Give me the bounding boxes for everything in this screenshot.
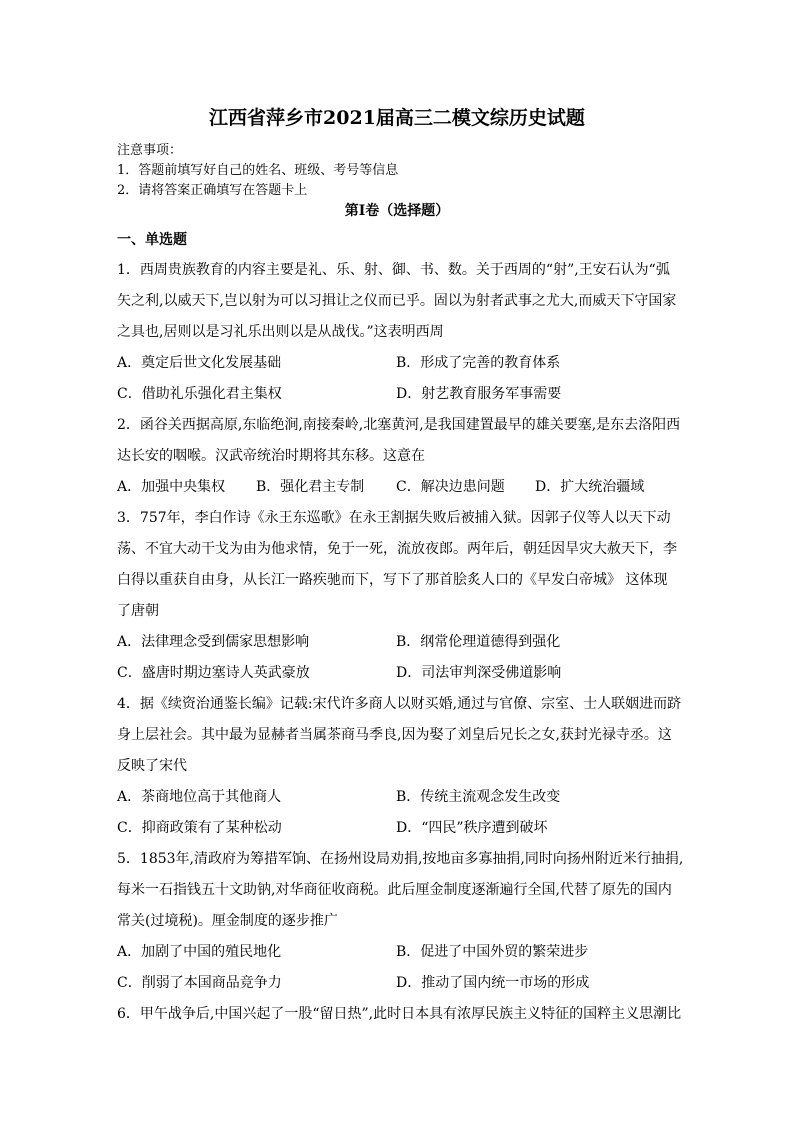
question-5-line: 5．1853年,清政府为筹措军饷、在扬州设局劝捐,按地亩多寡抽捐,同时向扬州附近米行抽捐, (117, 851, 684, 867)
option-d: D．扩大统治疆域 (535, 479, 645, 495)
question-2-line: 达长安的咽喉。汉武帝统治时期将其东移。这意在 (117, 448, 425, 464)
question-4-line: 身上层社会。其中最为显赫者当属茶商马季良,因为娶了刘皇后兄长之女,获封光禄寺丞。这 (117, 727, 672, 743)
notice-item: 1．答题前填写好自己的姓名、班级、考号等信息 (117, 163, 399, 178)
question-3-line: 荡、不宜大动干戈为由为他求情，免于一死，流放夜郎。两年后，朝廷因旱灾大赦天下，李 (117, 541, 677, 557)
option-a: A．奠定后世文化发展基础 (117, 355, 282, 371)
option-b: B．促进了中国外贸的繁荣进步 (396, 944, 589, 960)
option-c: C．盛唐时期边塞诗人英武豪放 (117, 665, 310, 681)
option-b: B．强化君主专制 (256, 479, 365, 495)
option-c: C．削弱了本国商品竞争力 (117, 975, 282, 991)
option-a: A．加剧了中国的殖民地化 (117, 944, 282, 960)
option-b: B．形成了完善的教育体系 (396, 355, 561, 371)
option-a: A．茶商地位高于其他商人 (117, 789, 282, 805)
question-3-line: 3．757年，李白作诗《永王东巡歌》在永王割据失败后被捕入狱。因郭子仪等人以天下动 (117, 510, 671, 526)
question-3-line: 白得以重获自由身，从长江一路疾驰而下，写下了那首脍炙人口的《早发白帝城》 这体现 (117, 572, 668, 588)
question-3-line: 了唐朝 (117, 603, 159, 619)
option-c: C．抑商政策有了某种松动 (117, 820, 282, 836)
part-title: 一、单选题 (117, 232, 187, 248)
question-4-line: 4．据《续资治通鉴长编》记载:宋代许多商人以财买婚,通过与官僚、宗室、士人联姻进而跻 (117, 696, 682, 712)
notice-heading: 注意事项： (117, 143, 183, 158)
option-d: D．射艺教育服务军事需要 (396, 386, 562, 402)
question-5-line: 每米一石指钱五十文助钠,对华商征收商税。此后厘金制度逐渐遍行全国,代替了原先的国内 (117, 882, 672, 898)
question-1-line: 之具也,居则以是习礼乐出则以是从战伐。”这表明西周 (117, 324, 444, 340)
question-1-line: 矢之利,以威天下,岂以射为可以习揖让之仪而已乎。固以为射者武事之尤大,而威天下守国家 (117, 293, 677, 309)
question-1-line: 1．西周贵族教育的内容主要是礼、乐、射、御、书、数。关于西周的“射”,王安石认为“弧 (117, 262, 670, 278)
page-title: 江西省萍乡市2021届高三二模文综历史试题 (209, 107, 585, 129)
option-c: C．解决边患问题 (396, 479, 505, 495)
option-b: B．传统主流观念发生改变 (396, 789, 561, 805)
question-5-line: 常关(过境税)。厘金制度的逐步推广 (117, 913, 338, 929)
question-2-line: 2．函谷关西据高原,东临绝涧,南接秦岭,北塞黄河,是我国建置最早的雄关要塞,是东去洛阳西 (117, 417, 681, 433)
option-d: D．“四民”秩序遭到破坏 (396, 820, 548, 836)
option-a: A．法律理念受到儒家思想影响 (117, 634, 310, 650)
section-title: 第I卷（选择题） (344, 203, 450, 219)
option-d: D．司法审判深受佛道影响 (396, 665, 562, 681)
question-6-line: 6．甲午战争后,中国兴起了一股“留日热”,此时日本具有浓厚民族主义特征的国粹主义思潮比 (117, 1006, 682, 1022)
option-c: C．借助礼乐强化君主集权 (117, 386, 282, 402)
option-a: A．加强中央集权 (117, 479, 226, 495)
option-b: B．纲常伦理道德得到强化 (396, 634, 561, 650)
notice-item: 2．请将答案正确填写在答题卡上 (117, 183, 308, 198)
question-4-line: 反映了宋代 (117, 758, 187, 774)
option-d: D．推动了国内统一市场的形成 (396, 975, 590, 991)
